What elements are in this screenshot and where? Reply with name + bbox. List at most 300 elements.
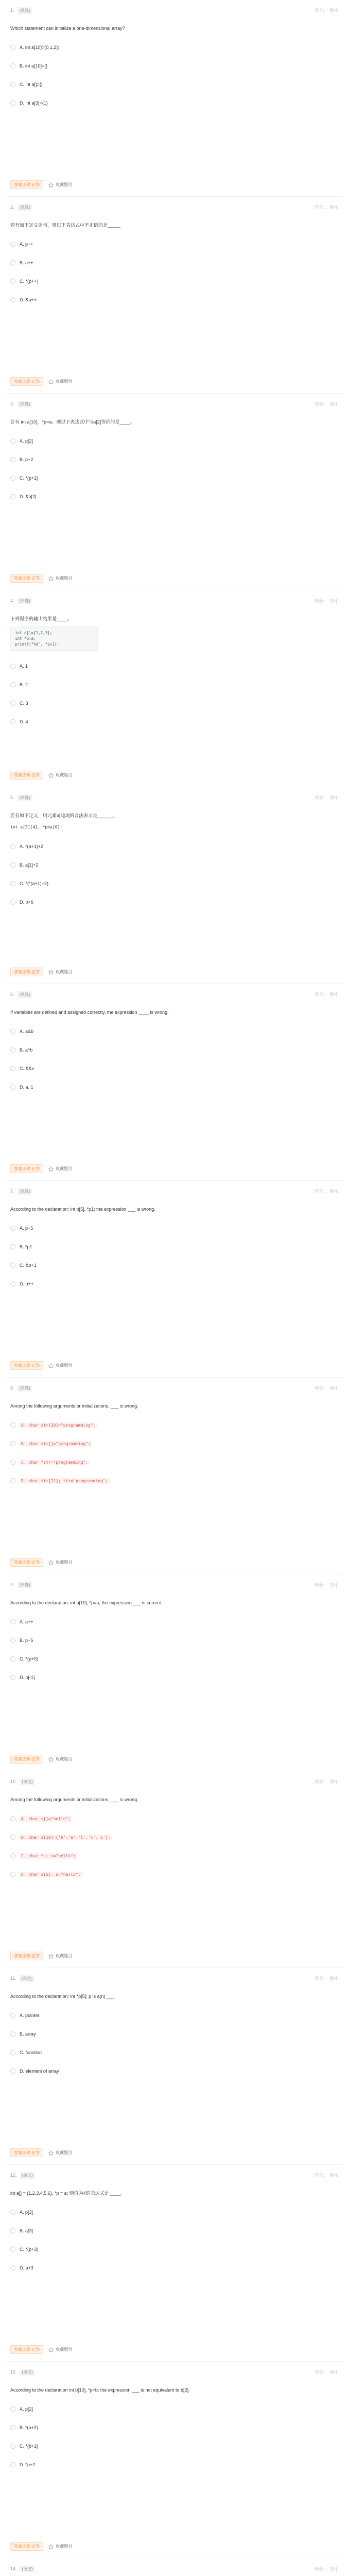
question-meta	[10, 1385, 32, 1392]
time-label: 用时:	[329, 2369, 339, 2375]
options-list	[10, 1022, 339, 1096]
collect-button[interactable]	[48, 1756, 72, 1762]
question-card	[6, 2362, 343, 2558]
score-label: 得分:	[315, 795, 324, 800]
question-stem: 下列程序的输出结果是____。	[10, 616, 72, 621]
collect-label: 收藏题目	[56, 2347, 73, 2352]
option-item[interactable]	[10, 1631, 339, 1650]
radio-button[interactable]	[10, 82, 15, 87]
option-item[interactable]	[10, 1613, 339, 1631]
option-text: B. a^b	[20, 1047, 33, 1053]
option-item[interactable]	[10, 2259, 339, 2277]
collect-label: 收藏题目	[56, 576, 73, 581]
question-footer	[10, 574, 72, 583]
radio-button[interactable]	[10, 1084, 15, 1090]
radio-button[interactable]	[10, 2031, 15, 2037]
option-text: D. p++	[20, 1281, 34, 1286]
option-item[interactable]	[10, 432, 339, 450]
question-stats	[315, 598, 339, 604]
option-item[interactable]	[10, 2043, 339, 2062]
option-item[interactable]	[10, 38, 339, 57]
radio-button[interactable]	[10, 2444, 15, 2449]
option-text: A. *(a+1)+2	[20, 844, 44, 849]
code-block: int a[]={1,2,3}; int *p=a; printf("%d", *p+1);	[10, 626, 98, 651]
question-stem: Which statement can initialize a one-dimensional array?	[10, 26, 125, 31]
question-card	[6, 1771, 343, 1968]
collect-label: 收藏题目	[56, 1560, 73, 1565]
question-card	[6, 1181, 343, 1378]
option-item[interactable]	[10, 2240, 339, 2259]
option-item[interactable]	[10, 1256, 339, 1275]
option-text: A. a&b	[20, 1029, 34, 1034]
option-item[interactable]	[10, 1828, 339, 1846]
score-label: 得分:	[315, 1582, 324, 1587]
radio-button[interactable]	[10, 1619, 15, 1624]
collect-label: 收藏题目	[56, 2150, 73, 2155]
score-label: 得分:	[315, 1385, 324, 1391]
option-item[interactable]	[10, 713, 339, 731]
question-meta	[10, 1975, 34, 1982]
time-label: 用时:	[329, 1582, 339, 1587]
radio-button[interactable]	[10, 1281, 15, 1286]
question-header	[10, 5, 339, 15]
question-header	[10, 1580, 339, 1590]
option-text: C. *(*(a+1)+2)	[20, 881, 49, 886]
question-meta	[10, 991, 32, 998]
options-list	[10, 2006, 339, 2080]
radio-button[interactable]	[10, 701, 15, 706]
question-stem: 若有 int a[10]，*p=a；则以下表达式中与a[2]等价的是____。	[10, 419, 135, 425]
question-card	[6, 394, 343, 590]
question-type-badge: (单选)	[18, 7, 32, 14]
option-item[interactable]	[10, 2437, 339, 2455]
question-header	[10, 1383, 339, 1393]
collect-button[interactable]	[48, 1166, 72, 1172]
option-item[interactable]	[10, 657, 339, 675]
radio-button[interactable]	[10, 2050, 15, 2055]
option-item[interactable]	[10, 291, 339, 309]
radio-button[interactable]	[10, 1872, 15, 1877]
option-item[interactable]	[10, 1471, 339, 1490]
answer-status-badge: 答案正确 正答	[10, 574, 43, 583]
option-item[interactable]	[10, 1219, 339, 1238]
collect-button[interactable]	[48, 1363, 72, 1368]
radio-button[interactable]	[10, 1226, 15, 1231]
score-label: 得分:	[315, 2369, 324, 2375]
time-label: 用时:	[329, 1189, 339, 1194]
option-text: A. p[3]	[20, 2210, 33, 2215]
radio-button[interactable]	[10, 1441, 15, 1446]
score-label: 得分:	[315, 598, 324, 603]
time-label: 用时:	[329, 1779, 339, 1784]
question-footer	[10, 1164, 72, 1173]
question-footer	[10, 1952, 72, 1960]
option-item[interactable]	[10, 487, 339, 506]
radio-button[interactable]	[10, 1478, 15, 1483]
option-item[interactable]	[10, 1059, 339, 1078]
radio-button[interactable]	[10, 2069, 15, 2074]
radio-button[interactable]	[10, 1656, 15, 1662]
score-label: 得分:	[315, 1976, 324, 1981]
question-type-badge: (单选)	[20, 2369, 35, 2376]
option-item[interactable]	[10, 874, 339, 893]
question-meta	[10, 1188, 32, 1195]
question-stats	[315, 795, 339, 801]
collect-button[interactable]	[48, 2544, 72, 2549]
collect-button[interactable]	[48, 379, 72, 384]
collect-label: 收藏题目	[56, 1363, 73, 1368]
question-header	[10, 792, 339, 803]
question-footer	[10, 968, 72, 976]
option-text: C. char *s; s="hello";	[20, 1853, 77, 1859]
option-text: B. *(p+2)	[20, 2425, 38, 2430]
radio-button[interactable]	[10, 297, 15, 302]
answer-status-badge: 答案正确 正答	[10, 180, 43, 189]
radio-button[interactable]	[10, 494, 15, 499]
question-type-badge: (单选)	[18, 1582, 32, 1588]
option-item[interactable]	[10, 1668, 339, 1687]
question-stem: According to the declaration int b[10], *p=b; the expression ___ is not equivalent to b[2].	[10, 2387, 190, 2393]
question-type-badge: (单选)	[20, 1778, 35, 1785]
option-text: D. 4	[20, 719, 28, 724]
option-item[interactable]	[10, 675, 339, 694]
score-label: 得分:	[315, 1189, 324, 1194]
answer-status-badge: 答案正确 正答	[10, 1361, 43, 1370]
option-text: D. a, 1	[20, 1084, 33, 1090]
radio-button[interactable]	[10, 438, 15, 444]
option-text: C. int a[]={}	[20, 82, 43, 87]
option-text: B. a++	[20, 260, 33, 265]
option-item[interactable]	[10, 694, 339, 713]
question-header	[10, 989, 339, 999]
answer-status-badge: 答案正确 正答	[10, 2148, 43, 2157]
radio-button[interactable]	[10, 260, 15, 265]
question-number: 6.	[10, 992, 14, 997]
option-item[interactable]	[10, 2062, 339, 2080]
option-item[interactable]	[10, 1846, 339, 1865]
collect-button[interactable]	[48, 2150, 72, 2156]
question-card	[6, 984, 343, 1181]
question-meta	[10, 401, 32, 408]
option-text: A. 1	[20, 664, 28, 669]
question-type-badge: (单选)	[18, 204, 32, 211]
star-icon	[48, 1166, 54, 1172]
option-item[interactable]	[10, 1434, 339, 1453]
question-footer	[10, 2345, 72, 2354]
radio-button[interactable]	[10, 457, 15, 462]
star-icon	[48, 1363, 54, 1368]
collect-button[interactable]	[48, 772, 72, 778]
radio-button[interactable]	[10, 862, 15, 868]
collect-button[interactable]	[48, 1560, 72, 1565]
option-item[interactable]	[10, 57, 339, 75]
question-footer	[10, 1361, 72, 1370]
radio-button[interactable]	[10, 1066, 15, 1071]
option-text: C. &&x	[20, 1066, 34, 1071]
option-item[interactable]	[10, 1453, 339, 1471]
question-number: 8.	[10, 1385, 14, 1391]
time-label: 用时:	[329, 8, 339, 13]
star-icon	[48, 1954, 54, 1959]
radio-button[interactable]	[10, 881, 15, 886]
option-item[interactable]	[10, 1865, 339, 1884]
option-item[interactable]	[10, 272, 339, 291]
option-item[interactable]	[10, 1041, 339, 1059]
radio-button[interactable]	[10, 476, 15, 481]
radio-button[interactable]	[10, 2247, 15, 2252]
radio-button[interactable]	[10, 279, 15, 284]
option-item[interactable]	[10, 1809, 339, 1828]
option-item[interactable]	[10, 2025, 339, 2043]
radio-button[interactable]	[10, 2462, 15, 2467]
option-text: D. &a[2]	[20, 494, 37, 499]
radio-button[interactable]	[10, 2210, 15, 2215]
question-number: 13.	[10, 2369, 17, 2375]
options-list	[10, 1416, 339, 1490]
option-text: A. char s[]="hello";	[20, 1816, 72, 1822]
option-item[interactable]	[10, 450, 339, 469]
option-text: A. p++	[20, 242, 33, 247]
question-header	[10, 1973, 339, 1984]
radio-button[interactable]	[10, 1263, 15, 1268]
option-item[interactable]	[10, 2455, 339, 2474]
option-item[interactable]	[10, 1416, 339, 1434]
option-text: C. 3	[20, 701, 28, 706]
collect-button[interactable]	[48, 969, 72, 975]
option-text: B. p+5	[20, 1638, 33, 1643]
question-card	[6, 197, 343, 394]
option-text: B. a[1]+2	[20, 862, 39, 868]
radio-button[interactable]	[10, 900, 15, 905]
question-header	[10, 2564, 339, 2574]
question-stats	[315, 1582, 339, 1588]
question-type-badge: (单选)	[18, 401, 32, 408]
option-text: A. p[2]	[20, 2406, 33, 2412]
option-item[interactable]	[10, 893, 339, 911]
option-item[interactable]	[10, 837, 339, 856]
question-stats	[315, 1385, 339, 1391]
option-item[interactable]	[10, 2006, 339, 2025]
question-stem: int a[] = {1,2,3,4,5,6}, *p = a; 则值为4的表达式是 ____。	[10, 2191, 126, 2196]
radio-button[interactable]	[10, 2406, 15, 2412]
option-text: D. p+6	[20, 900, 33, 905]
option-text: C. function	[20, 2050, 42, 2055]
option-text: A. p+5	[20, 1226, 33, 1231]
question-stats	[315, 2566, 339, 2572]
option-text: B. 2	[20, 682, 28, 687]
radio-button[interactable]	[10, 45, 15, 50]
collect-label: 收藏题目	[56, 2544, 73, 2549]
option-item[interactable]	[10, 1022, 339, 1041]
star-icon	[48, 1757, 54, 1762]
radio-button[interactable]	[10, 2265, 15, 2270]
radio-button[interactable]	[10, 1675, 15, 1680]
question-type-badge: (单选)	[18, 1188, 32, 1195]
question-meta	[10, 2369, 35, 2376]
options-list	[10, 657, 339, 731]
question-meta	[10, 598, 32, 604]
question-header	[10, 1186, 339, 1196]
radio-button[interactable]	[10, 1638, 15, 1643]
option-item[interactable]	[10, 94, 339, 112]
option-text: D. element of array	[20, 2069, 59, 2074]
question-footer	[10, 2148, 72, 2157]
option-text: A. a++	[20, 1619, 33, 1624]
question-number: 4.	[10, 598, 14, 603]
option-item[interactable]	[10, 253, 339, 272]
question-meta	[10, 2566, 35, 2572]
option-text: B. a[3]	[20, 2228, 33, 2233]
option-item[interactable]	[10, 1238, 339, 1256]
option-item[interactable]	[10, 2203, 339, 2222]
question-number: 12.	[10, 2173, 17, 2178]
radio-button[interactable]	[10, 100, 15, 106]
question-number: 3.	[10, 401, 14, 406]
radio-button[interactable]	[10, 1835, 15, 1840]
options-list	[10, 432, 339, 506]
collect-label: 收藏题目	[56, 1166, 73, 1171]
question-number: 7.	[10, 1189, 14, 1194]
radio-button[interactable]	[10, 844, 15, 849]
question-card	[6, 1574, 343, 1771]
radio-button[interactable]	[10, 682, 15, 687]
options-list	[10, 837, 339, 911]
option-item[interactable]	[10, 235, 339, 253]
collect-label: 收藏题目	[56, 773, 73, 777]
question-type-badge: (单选)	[18, 1385, 32, 1392]
question-stem: According to the declaration: int a[10], *p=a; the expression ___ is correct.	[10, 1600, 162, 1605]
question-type-badge: (单选)	[20, 2172, 35, 2179]
question-number: 2.	[10, 205, 14, 210]
collect-button[interactable]	[48, 182, 72, 188]
question-type-badge: (单选)	[20, 2566, 35, 2572]
option-item[interactable]	[10, 2222, 339, 2240]
option-text: D. char s[5]; s="hello";	[20, 1872, 82, 1877]
option-text: A. pointer	[20, 2013, 40, 2018]
option-text: C. *(b+2)	[20, 2444, 39, 2449]
time-label: 用时:	[329, 2566, 339, 2571]
collect-label: 收藏题目	[56, 379, 73, 384]
star-icon	[48, 773, 54, 778]
score-label: 得分:	[315, 8, 324, 13]
option-item[interactable]	[10, 1275, 339, 1293]
collect-button[interactable]	[48, 1953, 72, 1959]
question-number: 5.	[10, 795, 14, 800]
radio-button[interactable]	[10, 1816, 15, 1821]
radio-button[interactable]	[10, 1244, 15, 1249]
star-icon	[48, 182, 54, 188]
options-list	[10, 2400, 339, 2474]
radio-button[interactable]	[10, 1422, 15, 1428]
radio-button[interactable]	[10, 1853, 15, 1858]
question-number: 10.	[10, 1779, 17, 1784]
star-icon	[48, 576, 54, 581]
option-item[interactable]	[10, 856, 339, 874]
options-list	[10, 1219, 339, 1293]
radio-button[interactable]	[10, 1029, 15, 1034]
question-stats	[315, 2369, 339, 2375]
star-icon	[48, 1560, 54, 1565]
option-text: A. int a[10]={0,1,2};	[20, 45, 59, 50]
option-text: D. char str[11]; str="programming";	[20, 1478, 110, 1484]
question-stats	[315, 1976, 339, 1981]
collect-label: 收藏题目	[56, 1954, 73, 1958]
radio-button[interactable]	[10, 2425, 15, 2430]
star-icon	[48, 2150, 54, 2156]
radio-button[interactable]	[10, 664, 15, 669]
radio-button[interactable]	[10, 1047, 15, 1053]
option-item[interactable]	[10, 2400, 339, 2418]
question-stem: According to the declaration: int p[5], *p1; the expression ___ is wrong.	[10, 1207, 155, 1212]
collect-label: 收藏题目	[56, 970, 73, 974]
question-stats	[315, 2173, 339, 2178]
question-card	[6, 0, 343, 197]
score-label: 得分:	[315, 205, 324, 210]
answer-status-badge: 答案正确 正答	[10, 1952, 43, 1960]
question-number: 9.	[10, 1582, 14, 1587]
answer-status-badge: 答案正确 正答	[10, 1755, 43, 1764]
collect-label: 收藏题目	[56, 1757, 73, 1761]
time-label: 用时:	[329, 992, 339, 997]
option-text: C. *(p+5)	[20, 1656, 39, 1662]
option-item[interactable]	[10, 75, 339, 94]
time-label: 用时:	[329, 2173, 339, 2178]
question-stem: According to the declaration: int *p[5]; p is a(n) ___.	[10, 1994, 116, 1999]
question-header	[10, 202, 339, 212]
radio-button[interactable]	[10, 242, 15, 247]
radio-button[interactable]	[10, 63, 15, 69]
star-icon	[48, 379, 54, 384]
collect-button[interactable]	[48, 575, 72, 581]
collect-button[interactable]	[48, 2347, 72, 2352]
question-header	[10, 1776, 339, 1787]
option-text: B. char str[]="programming";	[20, 1441, 92, 1447]
option-item[interactable]	[10, 1650, 339, 1668]
option-text: D. int a[3]={1}	[20, 100, 48, 106]
question-card	[6, 787, 343, 984]
question-meta	[10, 7, 32, 14]
question-header	[10, 596, 339, 606]
option-text: B. int a[10]={}	[20, 63, 48, 69]
question-footer	[10, 180, 72, 189]
question-stem: Among the following arguments or initializations, ___ is wrong.	[10, 1797, 138, 1802]
question-header	[10, 2170, 339, 2180]
option-item[interactable]	[10, 2418, 339, 2437]
score-label: 得分:	[315, 2566, 324, 2571]
option-text: D. *p+2	[20, 2462, 36, 2467]
radio-button[interactable]	[10, 1460, 15, 1465]
option-item[interactable]	[10, 469, 339, 487]
option-item[interactable]	[10, 1078, 339, 1096]
radio-button[interactable]	[10, 2013, 15, 2018]
radio-button[interactable]	[10, 719, 15, 724]
collect-label: 收藏题目	[56, 182, 73, 187]
question-card	[6, 2165, 343, 2362]
answer-status-badge: 答案正确 正答	[10, 1164, 43, 1173]
answer-status-badge: 答案正确 正答	[10, 1558, 43, 1567]
question-stats	[315, 992, 339, 997]
question-stem: Among the following arguments or initializations, ___ is wrong.	[10, 1403, 138, 1409]
question-stats	[315, 401, 339, 407]
question-footer	[10, 771, 72, 779]
question-stats	[315, 1189, 339, 1194]
question-header	[10, 2367, 339, 2377]
question-meta	[10, 2172, 35, 2179]
radio-button[interactable]	[10, 2228, 15, 2233]
answer-status-badge: 答案正确 正答	[10, 2345, 43, 2354]
question-footer	[10, 1558, 72, 1567]
question-footer	[10, 2542, 72, 2551]
